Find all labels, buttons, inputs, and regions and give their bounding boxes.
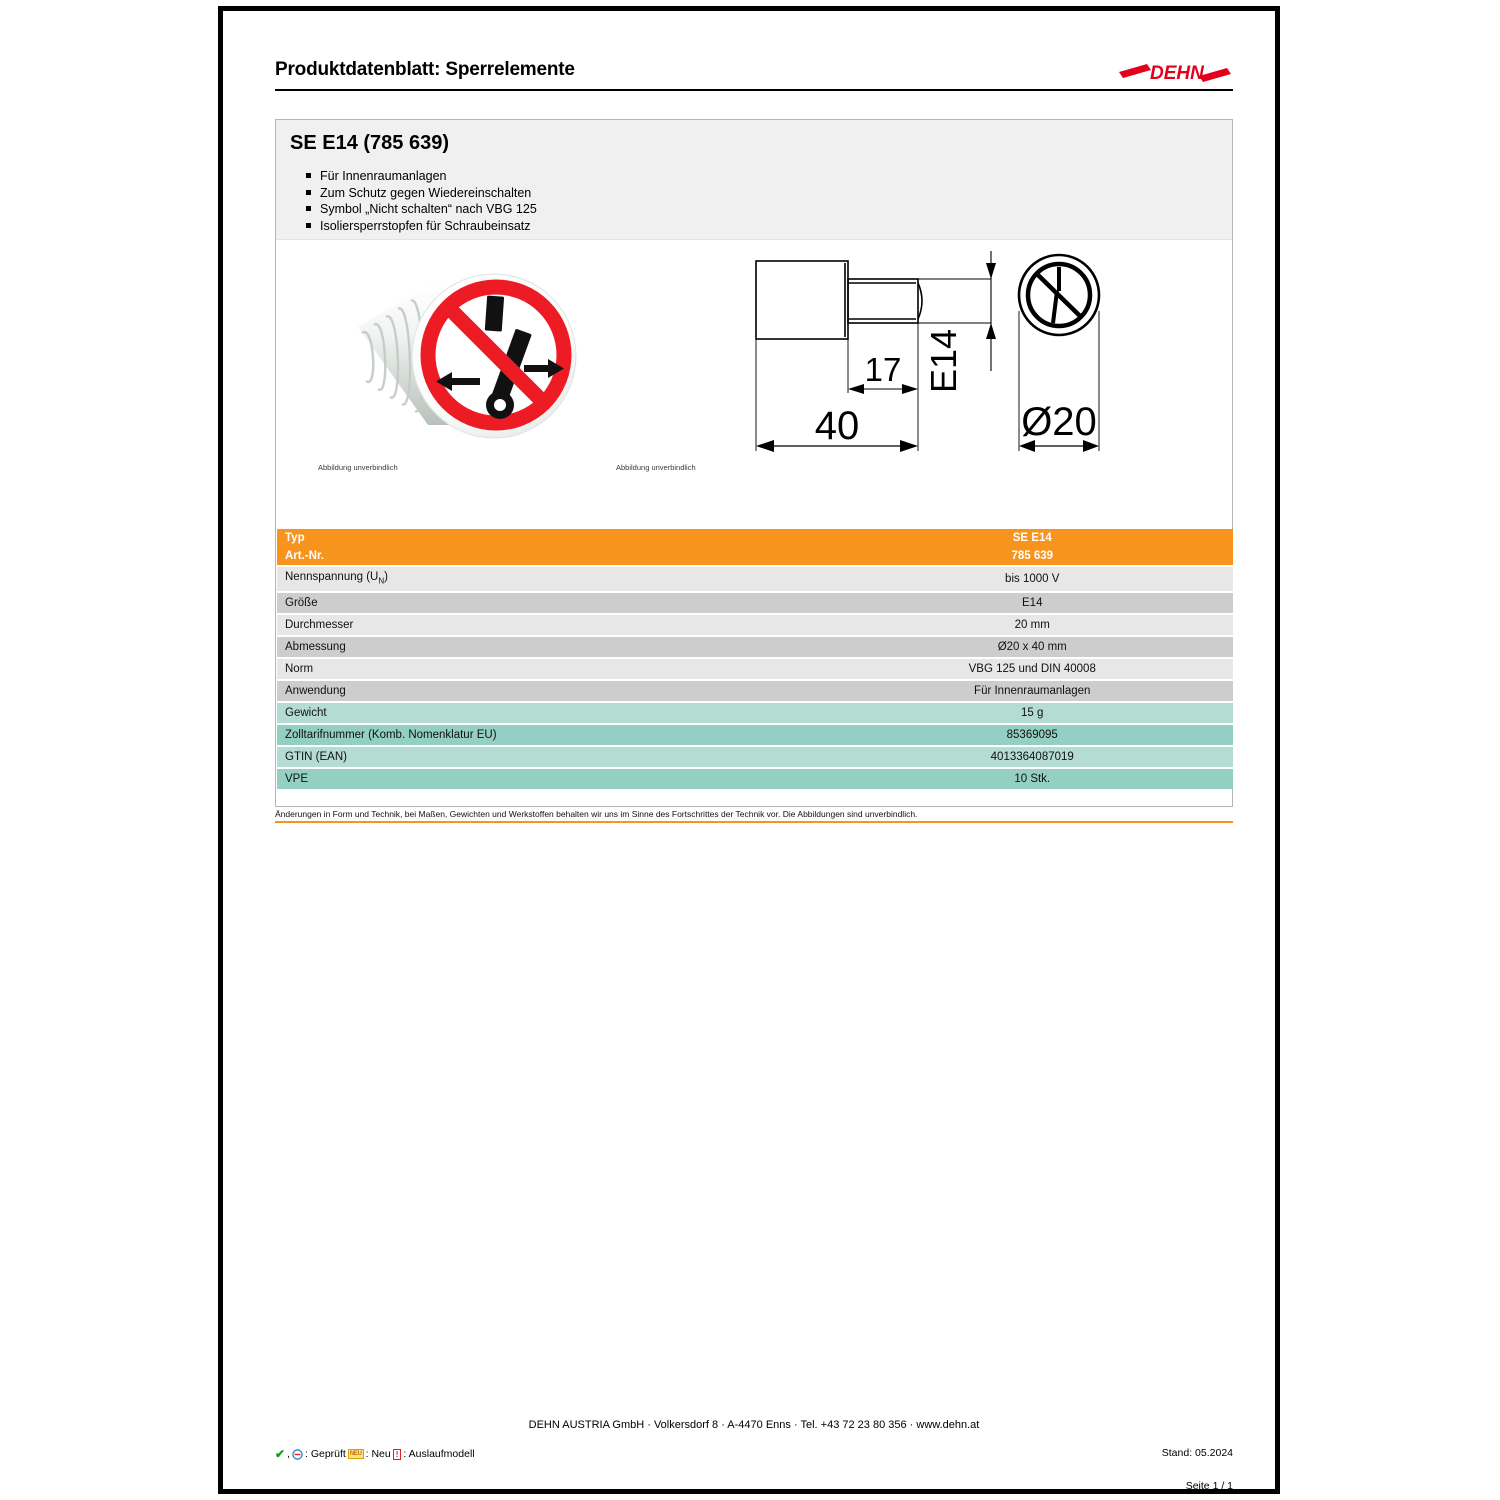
feature-label: Für Innenraumanlagen: [320, 169, 447, 183]
table-cell-value: 85369095: [831, 725, 1233, 745]
product-photo: [316, 241, 616, 472]
page-number: Seite 1 / 1: [1185, 1480, 1233, 1489]
product-panel: [275, 119, 1233, 807]
drawing-caption: Abbildung unverbindlich: [616, 463, 696, 472]
dim-length: 40: [814, 404, 860, 448]
square-bullet-icon: [306, 206, 311, 211]
table-row: [277, 703, 1233, 723]
feature-list: [306, 168, 537, 234]
table-cell-key: Nennspannung $(U_N)$: [277, 567, 831, 591]
disclaimer-text: Änderungen in Form und Technik, bei Maßen, Gewichten und Werkstoffen behalten wir uns im Sinne des Fortschrittes der Technik vor. Die Abbildungen sind unverbindlich.: [275, 809, 918, 819]
minus-circle-icon: [292, 1449, 303, 1460]
page-frame: [218, 6, 1280, 1494]
feature-item: [306, 201, 537, 218]
table-cell-key: Durchmesser: [277, 615, 831, 635]
header-divider: [275, 89, 1233, 91]
product-images: [276, 241, 1232, 531]
feature-label: Isoliersperrstopfen für Schraubeinsatz: [320, 218, 531, 233]
disclaimer-block: [275, 809, 1233, 823]
table-cell-key: GTIN (EAN): [277, 747, 831, 767]
feature-label: Zum Schutz gegen Wiedereinschalten: [320, 185, 532, 200]
disclaimer-divider: [275, 821, 1233, 823]
legend: [275, 1447, 475, 1461]
dehn-logo: [1117, 58, 1233, 88]
square-bullet-icon: [306, 190, 311, 195]
table-cell-key: Abmessung: [277, 637, 831, 657]
svg-text:DEHN: DEHN: [1150, 63, 1204, 84]
table-header-row: [277, 529, 1233, 547]
table-row: [277, 567, 1233, 591]
table-cell-key: Art.-Nr.: [277, 547, 831, 565]
table-cell-key: Größe: [277, 593, 831, 613]
table-cell-value: 10 Stk.: [831, 769, 1233, 789]
table-cell-value: VBG 125 und DIN 40008: [831, 659, 1233, 679]
table-cell-value: Ø20 x 40 mm: [831, 637, 1233, 657]
table-row: [277, 615, 1233, 635]
feature-item: [306, 168, 537, 185]
legend-checked-label: : Geprüft: [304, 1448, 346, 1460]
table-row: [277, 769, 1233, 789]
table-row: [277, 637, 1233, 657]
dim-thread-length: 17: [864, 351, 902, 388]
table-cell-value: 4013364087019: [831, 747, 1233, 767]
table-cell-key: Typ: [277, 529, 831, 547]
revision-date: Stand: 05.2024: [1161, 1447, 1233, 1459]
table-cell-value: bis 1000 V: [831, 567, 1233, 591]
table-cell-key: Norm: [277, 659, 831, 679]
feature-label: Symbol „Nicht schalten“ nach VBG 125: [320, 202, 537, 216]
technical-drawing: [616, 241, 1176, 472]
table-cell-key: VPE: [277, 769, 831, 789]
table-cell-value: 785 639: [831, 547, 1233, 565]
table-header-row: [277, 547, 1233, 565]
datasheet-page: [223, 11, 1275, 1489]
square-bullet-icon: [306, 223, 311, 228]
footer-meta: [1162, 1447, 1233, 1489]
dim-thread-size: E14: [923, 328, 964, 394]
table-cell-key: Zolltarifnummer (Komb. Nomenklatur EU): [277, 725, 831, 745]
table-cell-key: Gewicht: [277, 703, 831, 723]
table-cell-value: 20 mm: [831, 615, 1233, 635]
specification-table: [277, 529, 1233, 789]
table-row: [277, 725, 1233, 745]
legend-discontinued-label: : Auslaufmodell: [403, 1448, 475, 1460]
page-footer: [275, 1419, 1233, 1489]
product-name: SE E14 (785 639): [290, 132, 449, 154]
exclamation-badge-icon: !: [393, 1449, 402, 1460]
neu-badge-icon: NEU: [349, 1451, 362, 1457]
table-row: [277, 593, 1233, 613]
feature-item: [306, 218, 537, 235]
photo-caption: Abbildung unverbindlich: [318, 463, 398, 472]
table-cell-value: E14: [831, 593, 1233, 613]
table-row: [277, 747, 1233, 767]
square-bullet-icon: [306, 173, 311, 178]
dim-diameter: Ø20: [1021, 400, 1097, 444]
table-cell-value: SE E14: [831, 529, 1233, 547]
feature-item: [306, 185, 537, 202]
legend-comma: ,: [287, 1448, 290, 1460]
subscript: N: [378, 576, 385, 586]
table-row: [277, 659, 1233, 679]
check-icon: ✔: [275, 1447, 286, 1461]
legend-new-label: : Neu: [365, 1448, 391, 1460]
company-info: DEHN AUSTRIA GmbH · Volkersdorf 8 · A-4470 Enns · Tel. +43 72 23 80 356 · www.dehn.at: [528, 1419, 980, 1431]
document-header: [275, 59, 1233, 99]
table-cell-value: Für Innenraumanlagen: [831, 681, 1233, 701]
table-cell-key: Anwendung: [277, 681, 831, 701]
page-title: Produktdatenblatt: Sperrelemente: [275, 59, 575, 80]
product-header: [276, 120, 1232, 240]
table-row: [277, 681, 1233, 701]
table-cell-value: 15 g: [831, 703, 1233, 723]
